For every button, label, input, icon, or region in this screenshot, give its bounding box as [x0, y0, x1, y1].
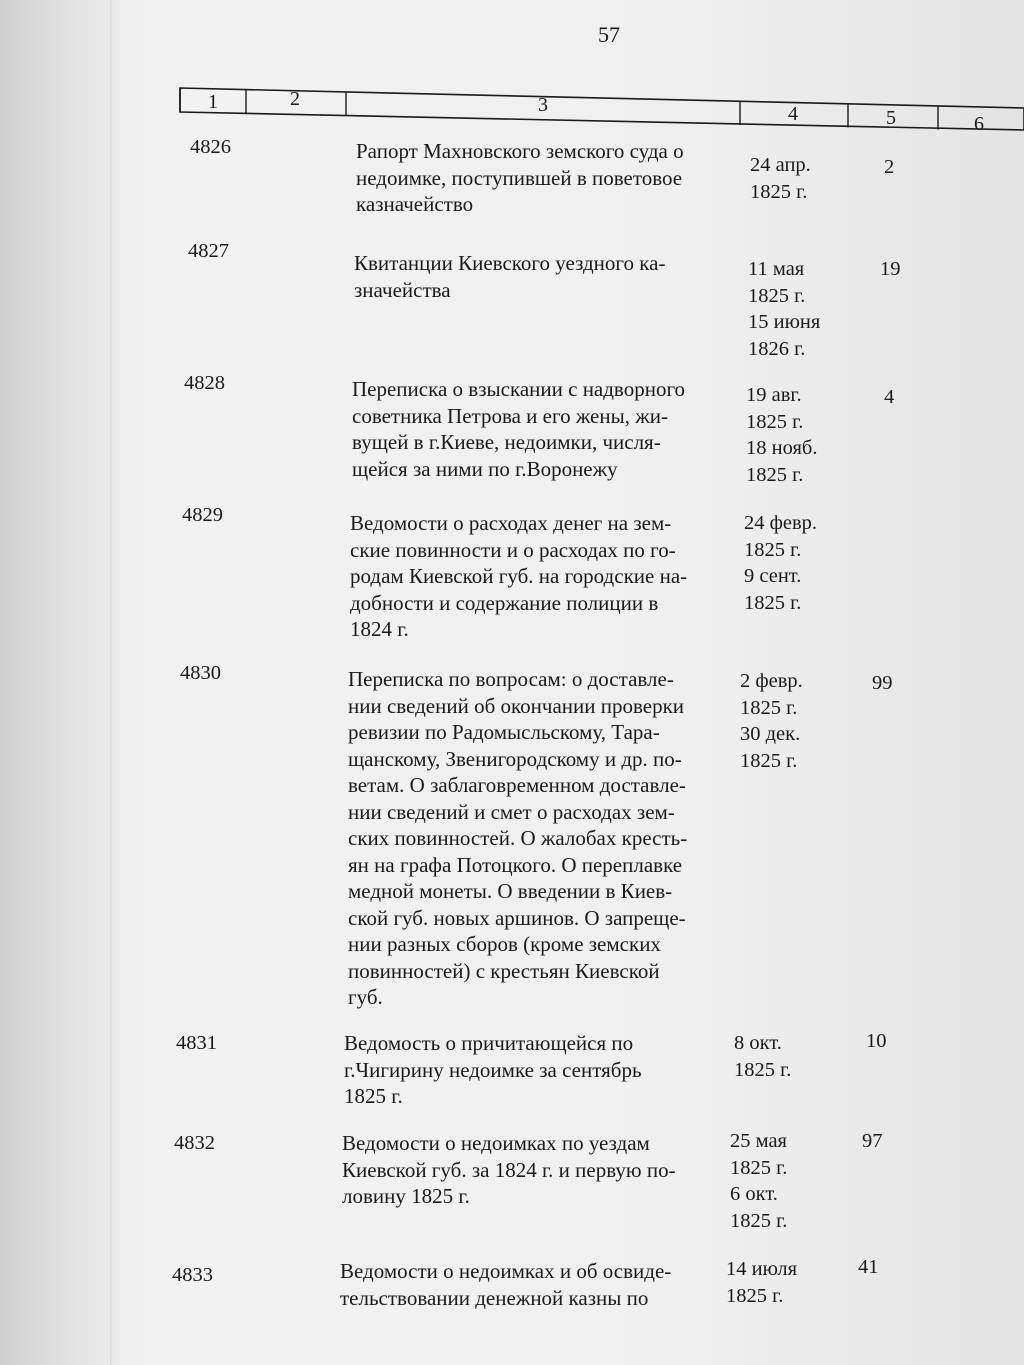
entry-number: 4828 — [184, 372, 225, 394]
entry-title: Переписка о взыскании с надворного советника Петрова и его жены, жи- вущей в г.Киеве, недоимки, числя- щейся за ними по г.Воронежу — [352, 377, 686, 481]
entry-title: Ведомость о причитающейся по г.Чигирину недоимке за сентябрь 1825 г. — [344, 1031, 642, 1108]
entry-dates: 25 мая 1825 г. 6 окт. 1825 г. — [730, 1130, 788, 1232]
table-header — [0, 0, 1024, 140]
entry-sheets: 99 — [872, 672, 893, 694]
entry-number: 4829 — [182, 504, 223, 526]
entry-title: Переписка по вопросам: о доставле- нии сведений об окончании проверки ревизии по Радомысльскому, Тара- щанскому, Звенигородскому и др. по- ветам. О заблаговременном доставле- нии сведений и смет о расходах зем- ских повинностей. О жалобах кресть- ян на графа Потоцкого. О переплавке медной монеты. О введении в Киев- ской губ. новых аршинов. О запреще- нии разных сборов (кроме земских повинностей) с крестьян Киевской губ. — [348, 667, 688, 1009]
col-label-5: 5 — [886, 107, 896, 129]
entry-sheets: 19 — [880, 258, 901, 280]
col-label-1: 1 — [208, 91, 218, 113]
entry-sheets: 4 — [884, 386, 895, 408]
col-label-2: 2 — [290, 88, 300, 110]
entry-dates: 8 окт. 1825 г. — [734, 1032, 792, 1081]
entry-sheets: 41 — [858, 1256, 879, 1278]
entry-title: Ведомости о расходах денег на зем- ские повинности и о расходах по го- родам Киевской губ. на городские на- добности и содержание полиции в 1824 г. — [350, 511, 688, 641]
entry-number: 4832 — [174, 1132, 215, 1154]
page-number: 57 — [598, 22, 620, 47]
book-spine-shadow — [0, 0, 118, 1365]
entry-dates: 19 авг. 1825 г. 18 нояб. 1825 г. — [746, 384, 818, 486]
entry-dates: 2 февр. 1825 г. 30 дек. 1825 г. — [740, 670, 803, 772]
entry-title: Ведомости о недоимках и об освиде- тельствовании денежной казны по — [340, 1259, 672, 1310]
entry-dates: 24 апр. 1825 г. — [750, 154, 811, 203]
entry-title: Рапорт Махновского земского суда о недоимке, поступившей в поветовое казначейство — [356, 139, 684, 216]
page-gutter — [110, 0, 113, 1365]
col-label-6: 6 — [974, 113, 984, 135]
entry-number: 4833 — [172, 1264, 213, 1286]
entry-dates: 24 февр. 1825 г. 9 сент. 1825 г. — [744, 512, 818, 614]
col-label-3: 3 — [538, 94, 548, 116]
entry-number: 4826 — [190, 136, 231, 158]
entry-title: Квитанции Киевского уездного ка- значейства — [354, 251, 666, 302]
entry-number: 4830 — [180, 662, 221, 684]
entry-sheets: 2 — [884, 156, 895, 178]
entry-sheets: 10 — [866, 1030, 887, 1052]
entry-title: Ведомости о недоимках по уездам Киевской губ. за 1824 г. и первую по- ловину 1825 г. — [342, 1131, 676, 1208]
col-label-4: 4 — [788, 103, 798, 125]
entry-number: 4827 — [188, 240, 229, 262]
entry-sheets: 97 — [862, 1130, 883, 1152]
entry-dates: 14 июля 1825 г. — [726, 1258, 798, 1307]
entry-dates: 11 мая 1825 г. 15 июня 1826 г. — [748, 258, 821, 360]
entry-number: 4831 — [176, 1032, 217, 1054]
